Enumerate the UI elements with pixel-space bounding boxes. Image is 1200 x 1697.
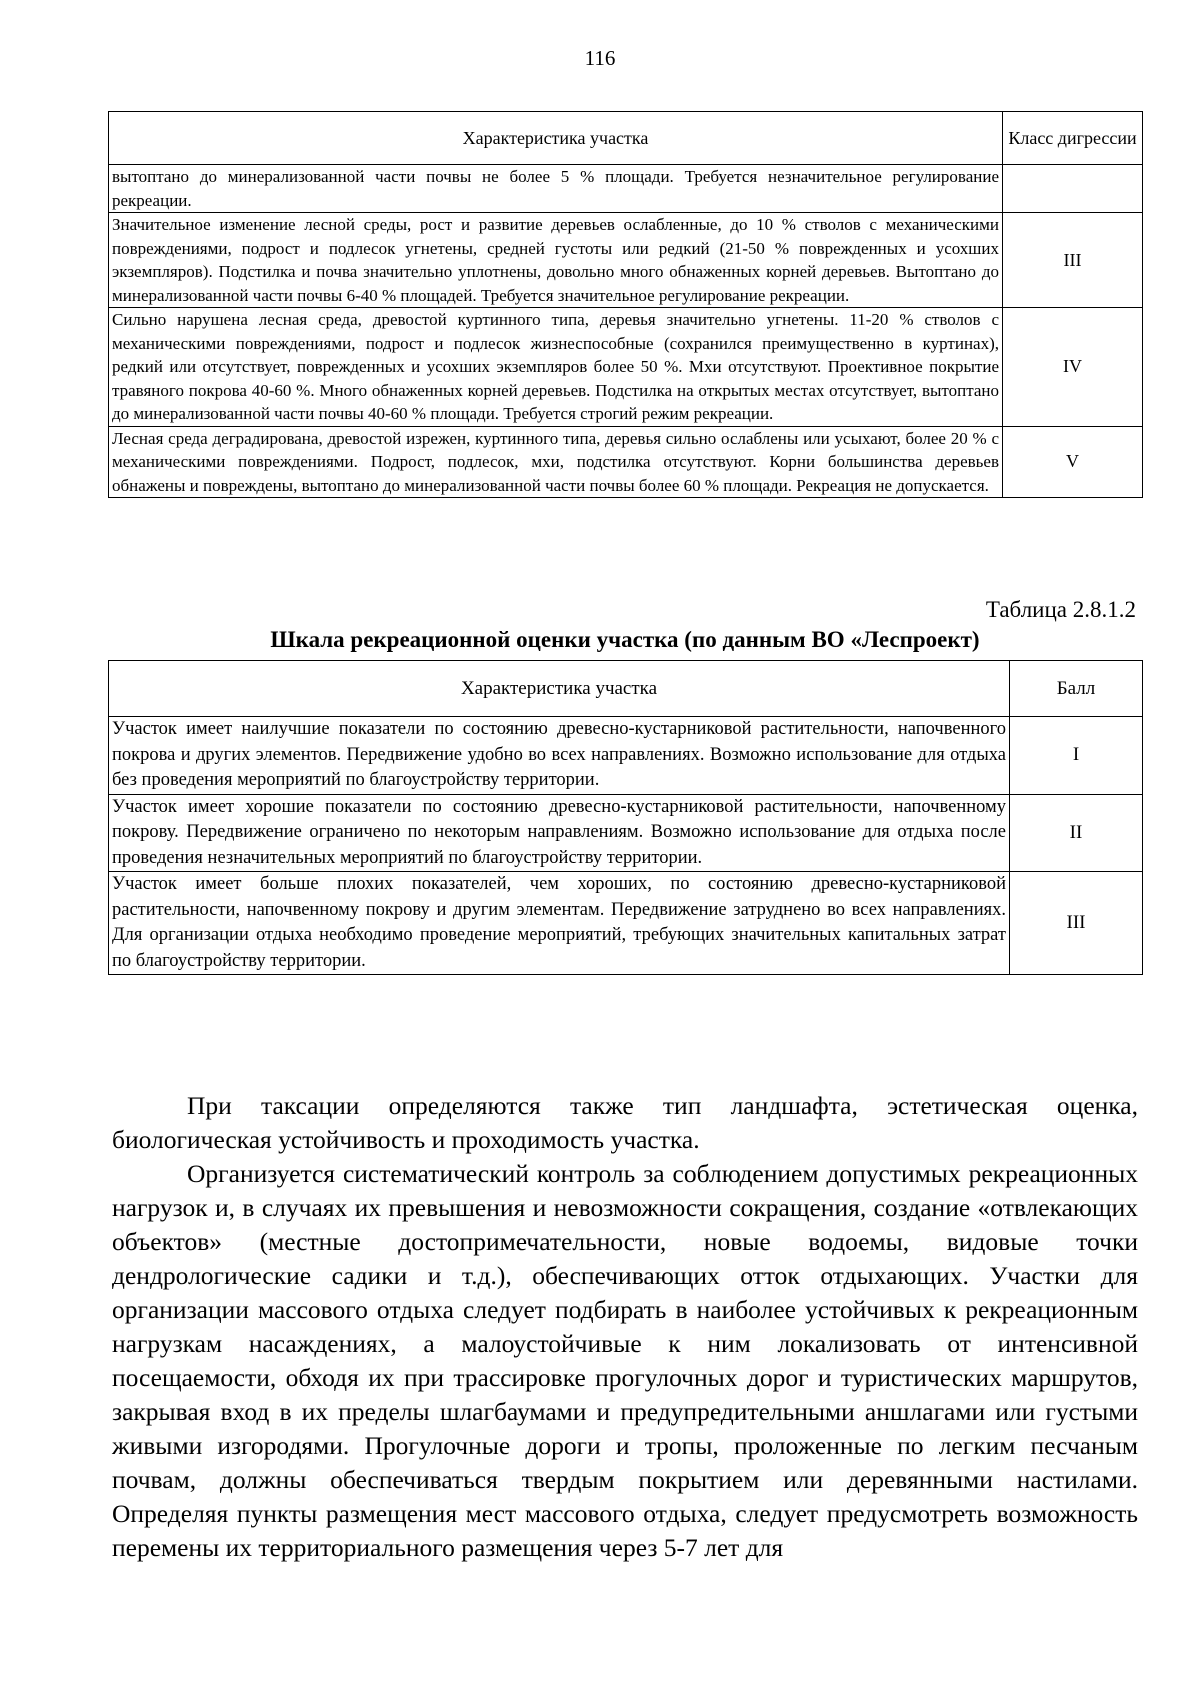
recreation-score-table [108, 660, 1143, 975]
row-score: II [1010, 794, 1143, 872]
column-header-digression-class: Класс дигрессии [1003, 112, 1143, 165]
table-row [109, 165, 1143, 213]
row-description: Лесная среда деградирована, древостой изрежен, куртинного типа, деревья сильно ослаблены или усыхают, более 20 % с механическими повреждениями. Подрост, подлесок, мхи, подстилка отсутствуют. Корни большинства деревьев обнажены и повреждены, вытоптано до минерализованной части почвы более 60 % площади. Рекреация не допускается. [109, 426, 1003, 498]
row-class: IV [1003, 308, 1143, 427]
row-class: V [1003, 426, 1143, 498]
row-class: III [1003, 213, 1143, 308]
table-row [109, 717, 1143, 795]
row-description: Значительное изменение лесной среды, рост и развитие деревьев ослабленные, до 10 % стволов с механическими повреждениями, подрост и подлесок угнетены, средней густоты или редкий (21-50 % поврежденных и усохших экземпляров). Подстилка и почва значительно уплотнены, довольно много обнаженных корней деревьев. Вытоптано до минерализованной части почвы 6-40 % площадей. Требуется значительное регулирование рекреации. [109, 213, 1003, 308]
row-description: Участок имеет наилучшие показатели по состоянию древесно-кустарниковой растительности, напочвенного покрова и других элементов. Передвижение удобно во всех направлениях. Возможно использование для отдыха без проведения мероприятий по благоустройству территории. [109, 717, 1010, 795]
table-row [109, 213, 1143, 308]
column-header-score: Балл [1010, 661, 1143, 717]
page-number: 116 [584, 46, 616, 70]
row-description: Участок имеет больше плохих показателей, чем хороших, по состоянию древесно-кустарниковой растительности, напочвенному покрову и другим элементам. Передвижение затруднено во всех направлениях. Для организации отдыха необходимо проведение мероприятий, требующих значительных капитальных затрат по благоустройству территории. [109, 872, 1010, 975]
row-class [1003, 165, 1143, 213]
column-header-characteristic: Характеристика участка [109, 112, 1003, 165]
row-score: III [1010, 872, 1143, 975]
row-description: вытоптано до минерализованной части почвы не более 5 % площади. Требуется незначительное регулирование рекреации. [109, 165, 1003, 213]
table-row [109, 794, 1143, 872]
paragraph: Организуется систематический контроль за соблюдением допустимых рекреационных нагрузок и, в случаях их превышения и невозможности сокращения, создание «отвлекающих объектов» (местные достопримечательности, новые водоемы, видовые точки дендрологические садики и т.д.), обеспечивающих отток отдыхающих. Участки для организации массового отдыха следует подбирать в наиболее устойчивых к рекреационным нагрузкам насаждениях, а малоустойчивые к ним локализовать от интенсивной посещаемости, обходя их при трассировке прогулочных дорог и туристических маршрутов, закрывая вход в их пределы шлагбаумами и предупредительными аншлагами или густыми живыми изгородями. Прогулочные дороги и тропы, проложенные по легким песчаным почвам, должны обеспечиваться твердым покрытием или деревянными настилами. Определяя пункты размещения мест массового отдыха, следует предусмотреть возможность перемены их территориального размещения через 5-7 лет для [112, 1159, 1138, 1562]
table-row [109, 872, 1143, 975]
paragraph: При таксации определяются также тип ландшафта, эстетическая оценка, биологическая устойчивость и проходимость участка. [112, 1091, 1138, 1154]
digression-class-table [108, 111, 1143, 498]
table-title: Шкала рекреационной оценки участка (по данным ВО «Леспроект) [270, 627, 980, 652]
row-score: I [1010, 717, 1143, 795]
row-description: Участок имеет хорошие показатели по состоянию древесно-кустарниковой растительности, напочвенному покрову. Передвижение ограничено по некоторым направлениям. Возможно использование для отдыха после проведения незначительных мероприятий по благоустройству территории. [109, 794, 1010, 872]
table-header-row [109, 112, 1143, 165]
row-description: Сильно нарушена лесная среда, древостой куртинного типа, деревья значительно угнетены. 11-20 % стволов с механическими повреждениями, подрост и подлесок жизнеспособные (сохранился преимущественно в куртинах), редкий или отсутствует, поврежденных и усохших экземпляров более 50 %. Мхи отсутствуют. Проективное покрытие травяного покрова 40-60 %. Много обнаженных корней деревьев. Подстилка на открытых местах отсутствует, вытоптано до минерализованной части почвы 40-60 % площади. Требуется строгий режим рекреации. [109, 308, 1003, 427]
table-row [109, 426, 1143, 498]
table-row [109, 308, 1143, 427]
table-caption: Таблица 2.8.1.2 [985, 597, 1136, 622]
table-header-row [109, 661, 1143, 717]
column-header-characteristic: Характеристика участка [109, 661, 1010, 717]
body-text [112, 1089, 1138, 1565]
